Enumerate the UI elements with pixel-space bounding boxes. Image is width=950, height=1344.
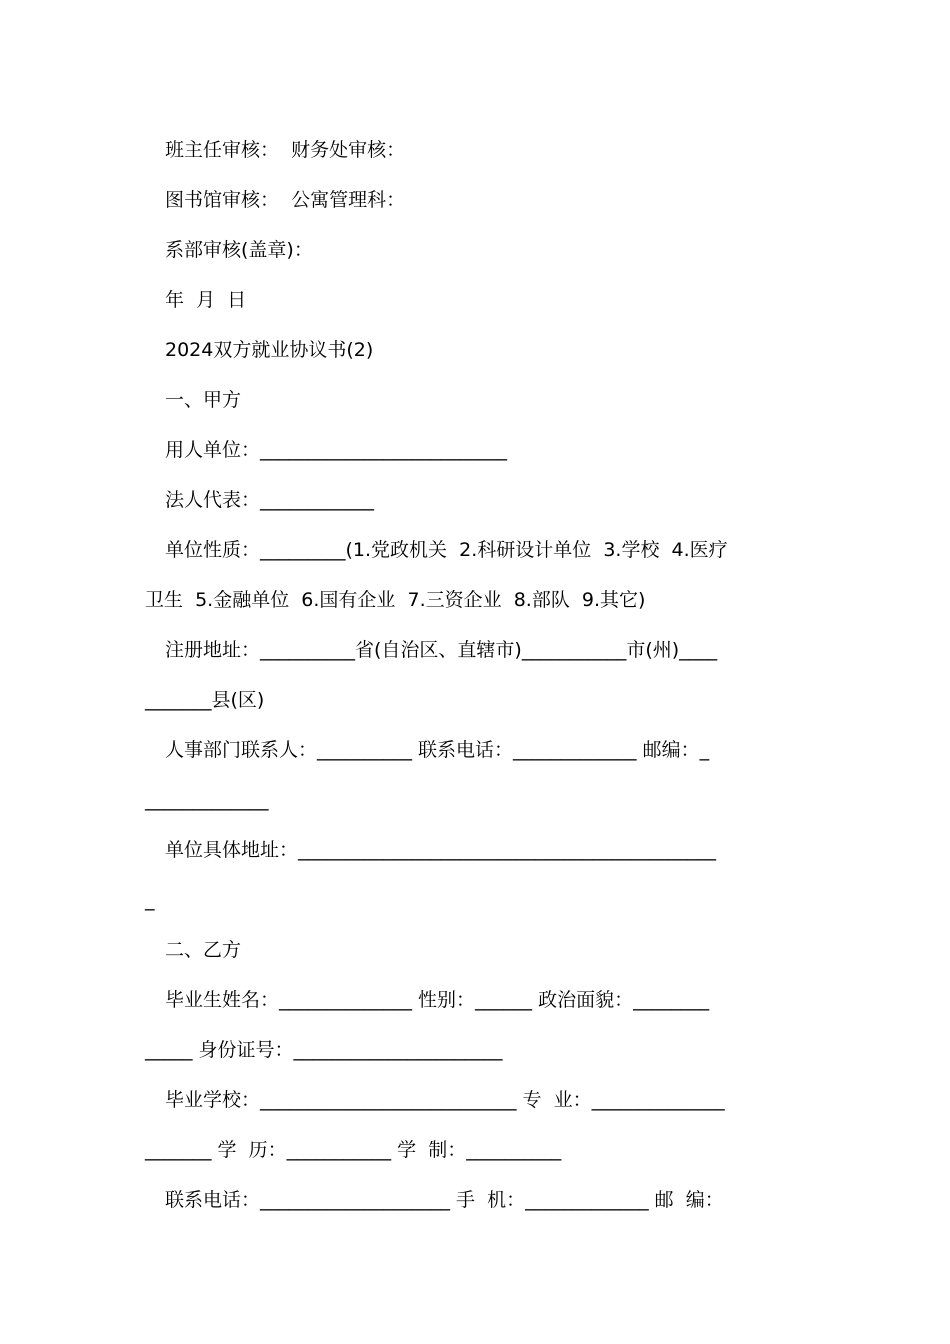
graduate-contact-field: 联系电话：____________________ 手 机：_____________ 邮 编： <box>165 1189 724 1211</box>
graduate-id-field: _____ 身份证号：______________________ <box>145 1039 503 1061</box>
education-field: _______ 学 历：___________ 学 制：__________ <box>145 1139 562 1161</box>
document-title: 2024双方就业协议书(2) <box>165 339 374 361</box>
school-major-field: 毕业学校：___________________________ 专 业：______________ <box>165 1089 725 1111</box>
review-line-department-seal: 系部审核(盖章)： <box>165 239 313 261</box>
legal-representative-field: 法人代表：____________ <box>165 489 375 511</box>
employer-field: 用人单位：__________________________ <box>165 439 508 461</box>
hr-contact-field: 人事部门联系人：__________ 联系电话：_____________ 邮编：_ <box>165 739 710 761</box>
section-heading-party-a: 一、甲方 <box>165 389 242 411</box>
document-page <box>145 125 807 1225</box>
employer-address-continued: _ <box>145 889 155 911</box>
employer-type-field: 单位性质：_________(1.党政机关 2.科研设计单位 3.学校 4.医疗 <box>165 539 728 561</box>
review-line-class-finance: 班主任审核： 财务处审核： <box>165 139 406 161</box>
registered-address-continued: _______县(区) <box>145 689 265 711</box>
review-line-library-dorm: 图书馆审核： 公寓管理科： <box>165 189 406 211</box>
employer-address-field: 单位具体地址：____________________________________________ <box>165 839 717 861</box>
section-heading-party-b: 二、乙方 <box>165 939 242 961</box>
registered-address-field: 注册地址：__________省(自治区、直辖市)___________市(州)____ <box>165 639 718 661</box>
employer-type-options-continued: 卫生 5.金融单位 6.国有企业 7.三资企业 8.部队 9.其它) <box>145 589 646 611</box>
graduate-info-field: 毕业生姓名：______________ 性别：______ 政治面貌：________ <box>165 989 710 1011</box>
date-line: 年 月 日 <box>165 289 247 311</box>
hr-contact-continued: _____________ <box>145 789 269 811</box>
